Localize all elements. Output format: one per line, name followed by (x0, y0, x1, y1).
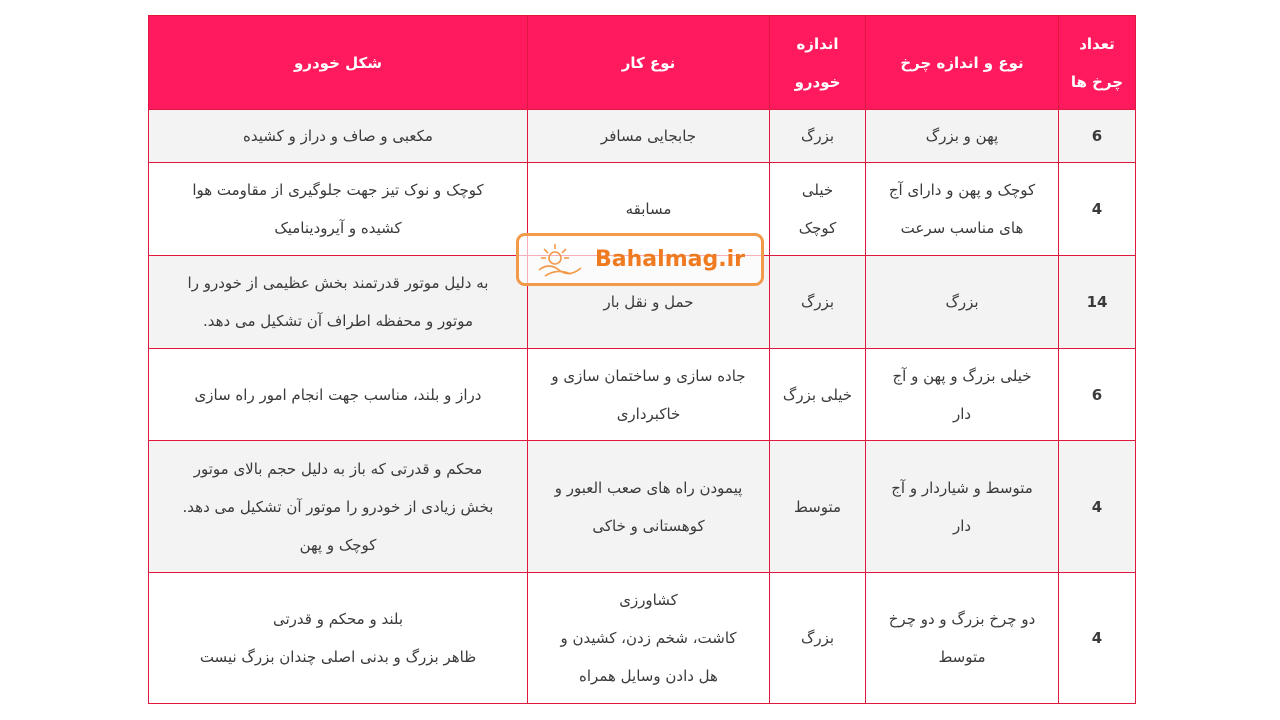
cell-vehicle-size (770, 256, 866, 349)
table-row (149, 349, 1136, 441)
table-row (149, 110, 1136, 163)
cell-line: کوچک و نوک تیز جهت جلوگیری از مقاومت هوا (192, 181, 484, 199)
watermark-badge (516, 233, 764, 286)
cell-wheel-count: 6 (1059, 110, 1136, 163)
cell-line: جابجایی مسافر (600, 127, 697, 145)
cell-vehicle-size (770, 441, 866, 573)
cell-line: دار (952, 516, 972, 535)
cell-line: خیلی بزرگ و پهن و آج (892, 366, 1032, 385)
cell-line: بخش زیادی از خودرو را موتور آن تشکیل می دهد. (182, 497, 494, 516)
cell-vehicle-shape (149, 573, 528, 704)
cell-line: کوهستانی و خاکی (592, 516, 705, 535)
cell-wheel-type (866, 573, 1059, 704)
cell-line: های مناسب سرعت (900, 219, 1024, 237)
sun-logo-icon (535, 240, 587, 280)
cell-line: حمل و نقل بار (603, 293, 694, 311)
cell-line: پیمودن راه های صعب العبور و (554, 478, 743, 497)
cell-line: کاشت، شخم زدن، کشیدن و (560, 629, 737, 647)
cell-line: بزرگ (800, 629, 835, 647)
cell-wheel-type (866, 256, 1059, 349)
cell-wheel-count: 14 (1059, 256, 1136, 349)
cell-line: کشیده و آیرودینامیک (274, 219, 402, 237)
cell-line: دار (952, 404, 972, 423)
cell-line: کوچک و پهن (299, 535, 377, 554)
cell-line: متوسط (938, 648, 986, 666)
cell-vehicle-shape (149, 256, 528, 349)
cell-line: هل دادن وسایل همراه (579, 667, 718, 685)
cell-vehicle-size (770, 110, 866, 163)
cell-line: بزرگ (800, 127, 835, 145)
header-wheel-type: نوع و اندازه چرخ (866, 16, 1059, 110)
cell-line: خیلی بزرگ (782, 385, 853, 404)
header-work-type: نوع کار (528, 16, 770, 110)
cell-line: خاکبرداری (616, 404, 681, 423)
cell-line: دو چرخ بزرگ و دو چرخ (888, 610, 1036, 628)
cell-wheel-count: 4 (1059, 163, 1136, 256)
cell-line: موتور و محفظه اطراف آن تشکیل می دهد. (203, 312, 473, 330)
vehicle-comparison-table (148, 15, 1136, 704)
cell-line: بلند و محکم و قدرتی (272, 610, 404, 628)
cell-line: متوسط (793, 497, 842, 516)
table-row (149, 573, 1136, 704)
table-row (149, 441, 1136, 573)
cell-line: پهن و بزرگ (925, 127, 999, 145)
cell-wheel-type (866, 349, 1059, 441)
header-vehicle-shape: شکل خودرو (149, 16, 528, 110)
cell-line: بزرگ (800, 293, 835, 311)
cell-wheel-type (866, 441, 1059, 573)
watermark-text: Bahalmag.ir (595, 247, 745, 272)
cell-line: خیلی (801, 181, 834, 199)
cell-line: به دلیل موتور قدرتمند بخش عظیمی از خودرو را (187, 274, 489, 292)
cell-line: مسابقه (625, 200, 672, 218)
cell-work-type (528, 110, 770, 163)
cell-wheel-count: 6 (1059, 349, 1136, 441)
vehicle-comparison-table-wrapper (148, 15, 1135, 704)
cell-line: دراز و بلند، مناسب جهت انجام امور راه سازی (194, 385, 482, 404)
cell-vehicle-shape (149, 110, 528, 163)
cell-vehicle-size (770, 573, 866, 704)
cell-line: کوچک (798, 219, 837, 237)
cell-line: متوسط و شیاردار و آج (891, 478, 1033, 497)
cell-line: محکم و قدرتی که باز به دلیل حجم بالای موتور (193, 459, 483, 478)
cell-wheel-type (866, 163, 1059, 256)
header-wheel-count: تعداد چرخ ها (1059, 16, 1136, 110)
cell-work-type (528, 573, 770, 704)
cell-vehicle-size (770, 163, 866, 256)
cell-vehicle-shape (149, 349, 528, 441)
cell-vehicle-size (770, 349, 866, 441)
cell-vehicle-shape (149, 441, 528, 573)
header-vehicle-size: اندازه خودرو (770, 16, 866, 110)
header-row (149, 16, 1136, 110)
cell-vehicle-shape (149, 163, 528, 256)
cell-line: جاده سازی و ساختمان سازی و (551, 366, 746, 385)
cell-work-type (528, 441, 770, 573)
cell-line: بزرگ (945, 293, 979, 311)
cell-line: ظاهر بزرگ و بدنی اصلی چندان بزرگ نیست (199, 648, 477, 666)
cell-line: کوچک و پهن و دارای آج (888, 181, 1036, 199)
cell-wheel-type (866, 110, 1059, 163)
cell-wheel-count: 4 (1059, 441, 1136, 573)
cell-work-type (528, 349, 770, 441)
cell-line: کشاورزی (619, 591, 678, 609)
cell-line: مکعبی و صاف و دراز و کشیده (243, 127, 433, 145)
cell-wheel-count: 4 (1059, 573, 1136, 704)
